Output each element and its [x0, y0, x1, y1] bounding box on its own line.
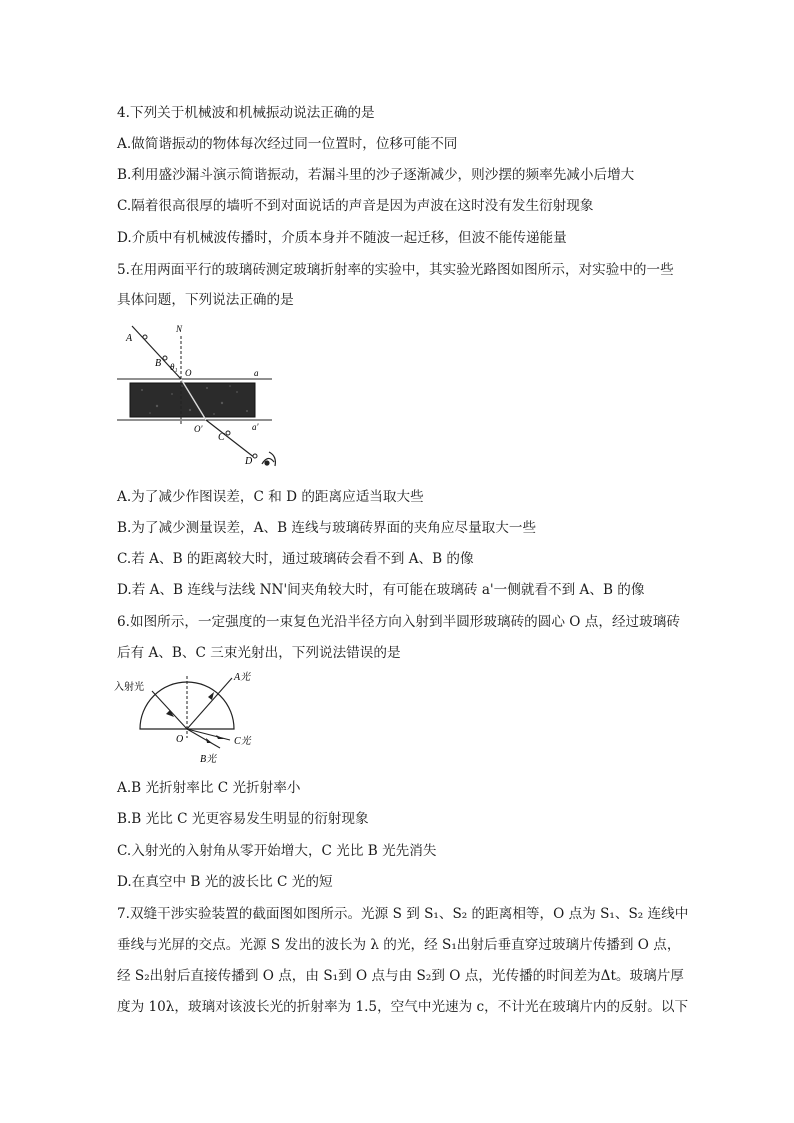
q5-stem-line1: 5.在用两面平行的玻璃砖测定玻璃折射率的实验中，其实验光路图如图所示，对实验中的一些 — [117, 262, 674, 278]
q6-incident-ray — [152, 691, 187, 729]
q5-label-theta: θ₁ — [170, 362, 178, 372]
q5-pin-c — [226, 431, 230, 435]
q6-ray-a — [187, 678, 232, 729]
q5-label-a-side: a — [254, 368, 259, 378]
q6-option-d: D.在真空中 B 光的波长比 C 光的短 — [117, 874, 333, 890]
q5-pin-b — [163, 356, 167, 360]
q5-option-c: C.若 A、B 的距离较大时，通过玻璃砖会看不到 A、B 的像 — [117, 551, 474, 567]
q5-label-n: N — [176, 324, 183, 334]
q5-option-b: B.为了减少测量误差，A、B 连线与玻璃砖界面的夹角应尽量取大一些 — [117, 520, 537, 536]
q6-option-a: A.B 光折射率比 C 光折射率小 — [117, 780, 301, 796]
q6-label-a: A光 — [234, 672, 251, 683]
q4-option-a: A.做简谐振动的物体每次经过同一位置时，位移可能不同 — [117, 136, 458, 152]
q5-label-a: A — [126, 333, 133, 344]
q4-option-b: B.利用盛沙漏斗演示简谐振动，若漏斗里的沙子逐渐减少，则沙摆的频率先减小后增大 — [117, 167, 635, 183]
q6-label-c: C光 — [234, 736, 251, 747]
q5-emergent-ray — [206, 420, 255, 458]
q7-line4: 度为 10λ，玻璃对该波长光的折射率为 1.5，空气中光速为 c，不计光在玻璃片内的反射。以下 — [117, 999, 689, 1015]
q5-label-c: C — [218, 432, 225, 443]
q5-label-o-prime: O' — [194, 424, 203, 434]
q5-pin-a — [143, 335, 147, 339]
q6-stem-line1: 6.如图所示，一定强度的一束复色光沿半径方向入射到半圆形玻璃砖的圆心 O 点，经过玻璃砖 — [117, 614, 680, 630]
q5-label-o: O — [185, 368, 192, 378]
q6-option-c: C.入射光的入射角从零开始增大，C 光比 B 光先消失 — [117, 843, 437, 859]
q4-option-d: D.介质中有机械波传播时，介质本身并不随波一起迁移，但波不能传递能量 — [117, 230, 567, 246]
q5-glass-block — [130, 383, 255, 417]
q5-label-d: D — [245, 456, 253, 467]
q5-figure — [112, 318, 297, 473]
q7-line2: 垂线与光屏的交点。光源 S 发出的波长为 λ 的光，经 S₁出射后垂直穿过玻璃片传播到 O 点， — [117, 937, 681, 953]
q6-figure — [112, 668, 272, 768]
q6-ray-c — [187, 729, 230, 740]
q7-line3: 经 S₂出射后直接传播到 O 点，由 S₁到 O 点与由 S₂到 O 点，光传播的时间差为Δt。玻璃片厚 — [117, 968, 684, 984]
eye-icon — [262, 452, 275, 466]
q6-stem-line2: 后有 A、B、C 三束光射出，下列说法错误的是 — [117, 645, 401, 661]
q5-label-a-prime: a' — [252, 422, 259, 432]
q5-stem-line2: 具体问题，下列说法正确的是 — [117, 292, 294, 308]
q7-line1: 7.双缝干涉实验装置的截面图如图所示。光源 S 到 S₁、S₂ 的距离相等，O 点为 S₁、S₂ 连线中 — [117, 906, 689, 922]
q6-ray-b — [187, 729, 220, 748]
q6-label-b: B光 — [200, 754, 217, 765]
q5-option-d: D.若 A、B 连线与法线 NN'间夹角较大时，有可能在玻璃砖 a'一侧就看不到 A、B 的像 — [117, 582, 645, 598]
q6-option-b: B.B 光比 C 光更容易发生明显的衍射现象 — [117, 811, 369, 827]
q5-pin-d — [253, 454, 257, 458]
q6-label-incident: 入射光 — [114, 682, 144, 693]
q4-stem: 4.下列关于机械波和机械振动说法正确的是 — [117, 105, 375, 121]
q5-option-a: A.为了减少作图误差，C 和 D 的距离应适当取大些 — [117, 489, 424, 505]
q5-label-b: B — [155, 358, 162, 369]
q6-label-o: O — [176, 734, 184, 745]
q4-option-c: C.隔着很高很厚的墙听不到对面说话的声音是因为声波在这时没有发生衍射现象 — [117, 198, 594, 214]
